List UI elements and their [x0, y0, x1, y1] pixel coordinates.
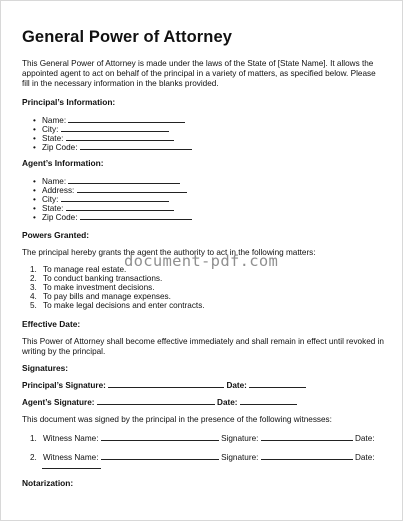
witness2-date-blank [42, 461, 101, 469]
principal-zip-field: • Zip Code: [33, 142, 192, 152]
effective-date-heading: Effective Date: [22, 319, 81, 329]
power-item: 2. To conduct banking transactions. [30, 274, 163, 283]
agent-city-blank [61, 194, 169, 202]
bullet-icon: • [33, 195, 36, 204]
powers-lead: The principal hereby grants the agent the authority to act in the following matters: [22, 248, 316, 257]
signatures-heading: Signatures: [22, 363, 69, 373]
agent-zip-field: • Zip Code: [33, 212, 192, 222]
principal-city-field: • City: [33, 124, 169, 134]
agent-city-field: • City: [33, 194, 169, 204]
bullet-icon: • [33, 177, 36, 186]
agent-name-field: • Name: [33, 176, 180, 186]
agent-state-blank [66, 203, 174, 211]
bullet-icon: • [33, 125, 36, 134]
intro-paragraph: This General Power of Attorney is made under the laws of the State of [State Name]. It allows the appointed agent to act on behalf of the principal in a variety of matters, as specified below. Please fill in the necessary information in the blanks provided. [22, 59, 376, 89]
agent-signature-row: Agent’s Signature: Date: [22, 397, 384, 408]
document-title: General Power of Attorney [22, 28, 233, 46]
bullet-icon: • [33, 186, 36, 195]
power-item: 3. To make investment decisions. [30, 283, 155, 292]
principal-signature-row: Principal’s Signature: Date: [22, 380, 384, 391]
principal-name-field: • Name: [33, 115, 185, 125]
agent-address-blank [77, 185, 187, 193]
power-item: 1. To manage real estate. [30, 265, 127, 274]
effective-date-text: This Power of Attorney shall become effective immediately and shall remain in effect until revoked in writing by the principal. [22, 337, 384, 357]
witness-row-2: 2. Witness Name: Signature: Date: [30, 453, 375, 462]
agent-zip-blank [80, 212, 192, 220]
agent-info-heading: Agent’s Information: [22, 158, 104, 168]
principal-info-heading: Principal’s Information: [22, 97, 116, 107]
power-item: 4. To pay bills and manage expenses. [30, 292, 171, 301]
principal-signature-blank [108, 380, 224, 388]
witness-intro: This document was signed by the principal in the presence of the following witnesses: [22, 415, 332, 424]
witness1-name-blank [101, 433, 219, 441]
bullet-icon: • [33, 204, 36, 213]
agent-address-field: • Address: [33, 185, 187, 195]
agent-state-field: • State: [33, 203, 174, 213]
watermark: document-pdf.com [124, 252, 279, 270]
principal-state-field: • State: [33, 133, 174, 143]
witness1-signature-blank [261, 433, 353, 441]
principal-name-blank [68, 115, 185, 123]
principal-city-blank [61, 124, 169, 132]
bullet-icon: • [33, 134, 36, 143]
witness2-signature-blank [261, 452, 353, 460]
bullet-icon: • [33, 213, 36, 222]
witness-row-1: 1. Witness Name: Signature: Date: [30, 434, 375, 443]
agent-name-blank [68, 176, 180, 184]
agent-date-blank [240, 397, 297, 405]
agent-signature-blank [97, 397, 215, 405]
powers-heading: Powers Granted: [22, 230, 90, 240]
witness2-name-blank [101, 452, 219, 460]
bullet-icon: • [33, 143, 36, 152]
witness2-date-blank-row [42, 461, 101, 471]
bullet-icon: • [33, 116, 36, 125]
power-item: 5. To make legal decisions and enter contracts. [30, 301, 205, 310]
notarization-heading: Notarization: [22, 478, 74, 488]
principal-date-blank [249, 380, 306, 388]
principal-zip-blank [80, 142, 192, 150]
principal-state-blank [66, 133, 174, 141]
